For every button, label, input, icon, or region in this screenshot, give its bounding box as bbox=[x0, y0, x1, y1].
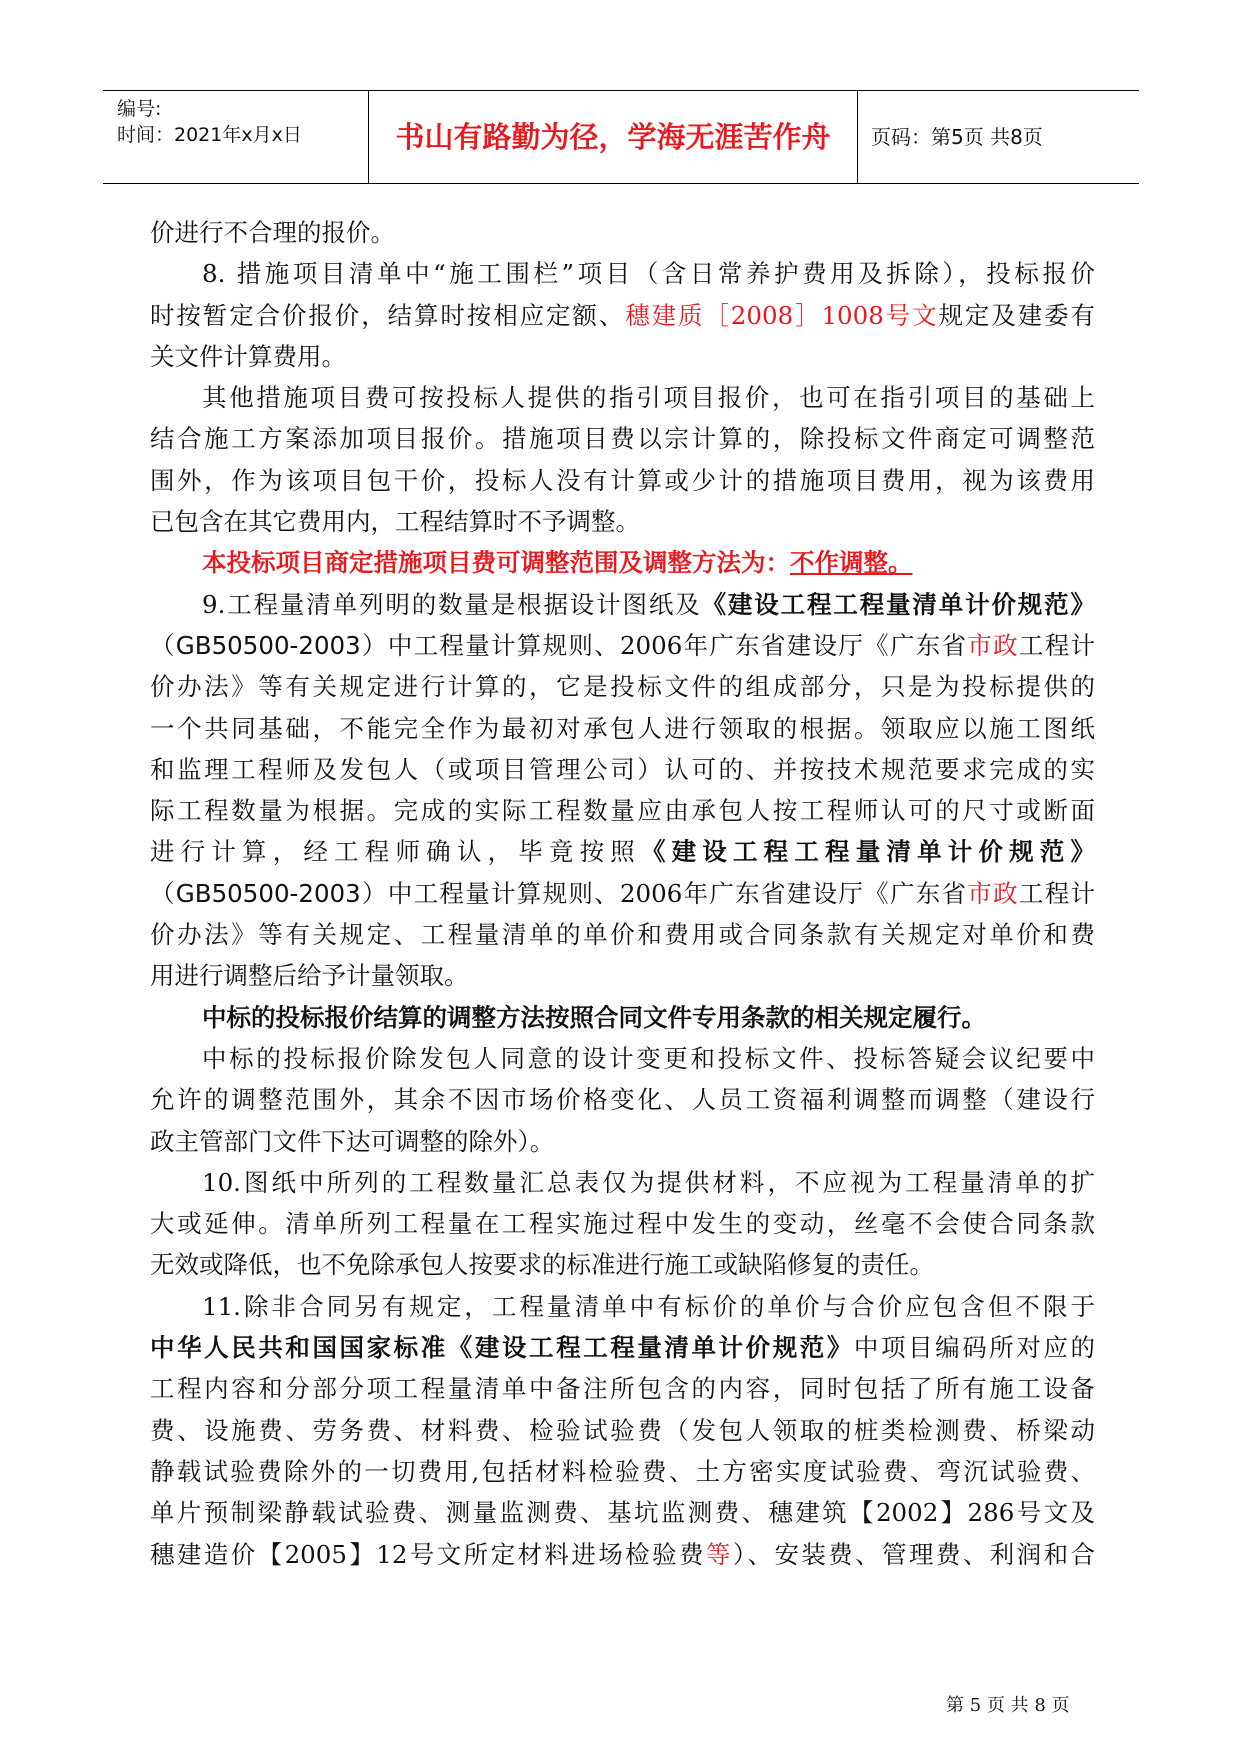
header-info-cell bbox=[103, 91, 369, 183]
text-segment: 9.工程量清单列明的数量是根据设计图纸及 bbox=[202, 589, 702, 619]
text-line: 和监理工程师及发包人（或项目管理公司）认可的、并按技术规范要求完成的实 bbox=[150, 754, 1095, 784]
text-line: 一个共同基础，不能完全作为最初对承包人进行领取的根据。领取应以施工图纸 bbox=[150, 713, 1095, 743]
text-line: 关文件计算费用。 bbox=[150, 341, 346, 371]
text-segment: ）、安装费、管理费、利润和合 bbox=[732, 1539, 1096, 1569]
serial-label: 编号: bbox=[117, 98, 162, 120]
text-segment: 市政 bbox=[967, 878, 1019, 908]
text-line: 用进行调整后给予计量领取。 bbox=[150, 961, 469, 991]
text-segment: 等 bbox=[705, 1539, 733, 1569]
text-segment: ）中工程量计算规则、2006年广东省建设厅《广东省 bbox=[360, 630, 968, 660]
text-line: 8. 措施项目清单中“施工围栏”项目（含日常养护费用及拆除），投标报价 bbox=[202, 259, 1095, 289]
text-segment: （ bbox=[150, 878, 176, 908]
text-line bbox=[150, 1534, 1095, 1575]
header-motto: 书山有路勤为径，学海无涯苦作舟 bbox=[369, 91, 858, 183]
text-line: 价办法》等有关规定进行计算的，它是投标文件的组成部分，只是为投标提供的 bbox=[150, 672, 1095, 702]
text-line bbox=[150, 831, 1095, 872]
text-line bbox=[150, 295, 1095, 336]
text-line: 围外，作为该项目包干价，投标人没有计算或少计的措施项目费用，视为该费用 bbox=[150, 465, 1095, 495]
text-segment: 市政 bbox=[967, 630, 1019, 660]
text-segment: 中标的投标报价结算的调整方法按照合同文件专用条款的相关规定履行。 bbox=[202, 1002, 986, 1032]
page-footer: 第 5 页 共 8 页 bbox=[946, 1695, 1070, 1716]
text-segment: 《建设工程工程量清单计价规范》 bbox=[701, 589, 1096, 619]
text-line: 10.图纸中所列的工程数量汇总表仅为提供材料，不应视为工程量清单的扩 bbox=[202, 1167, 1095, 1197]
text-line: 际工程数量为根据。完成的实际工程数量应由承包人按工程师认可的尺寸或断面 bbox=[150, 796, 1095, 826]
text-line: 费、设施费、劳务费、材料费、检验试验费（发包人领取的桩类检测费、桥梁动 bbox=[150, 1415, 1095, 1445]
text-line bbox=[150, 997, 1095, 1038]
text-line: 单片预制梁静载试验费、测量监测费、基坑监测费、穗建筑【2002】286号文及 bbox=[150, 1498, 1095, 1528]
text-line bbox=[150, 625, 1095, 666]
text-segment: GB50500-2003 bbox=[175, 878, 361, 908]
text-line: 中标的投标报价除发包人同意的设计变更和投标文件、投标答疑会议纪要中 bbox=[202, 1043, 1095, 1073]
text-line: 结合施工方案添加项目报价。措施项目费以宗计算的，除投标文件商定可调整范 bbox=[150, 424, 1095, 454]
text-line: 11.除非合同另有规定，工程量清单中有标价的单价与合价应包含但不限于 bbox=[202, 1291, 1095, 1321]
time-label: 时间：2021年x月x日 bbox=[117, 124, 302, 146]
text-line: 价办法》等有关规定、工程量清单的单价和费用或合同条款有关规定对单价和费 bbox=[150, 920, 1095, 950]
text-line: 工程内容和分部分项工程量清单中备注所包含的内容，同时包括了所有施工设备 bbox=[150, 1374, 1095, 1404]
text-segment: 工程计 bbox=[1018, 630, 1096, 660]
text-line: 大或延伸。清单所列工程量在工程实施过程中发生的变动，丝毫不会使合同条款 bbox=[150, 1209, 1095, 1239]
text-segment: 进行计算，经工程师确认，毕竟按照 bbox=[150, 837, 641, 867]
text-line: 无效或降低，也不免除承包人按要求的标准进行施工或缺陷修复的责任。 bbox=[150, 1250, 934, 1280]
text-line: 价进行不合理的报价。 bbox=[150, 218, 395, 247]
text-line: 静载试验费除外的一切费用,包括材料检验费、土方密实度试验费、弯沉试验费、 bbox=[150, 1456, 1095, 1486]
text-segment: 穗建造价【2005】12号文所定材料进场检验费 bbox=[150, 1539, 706, 1569]
text-segment: ）中工程量计算规则、2006年广东省建设厅《广东省 bbox=[360, 878, 968, 908]
text-line: 政主管部门文件下达可调整的除外）。 bbox=[150, 1126, 555, 1156]
text-line: 允许的调整范围外，其余不因市场价格变化、人员工资福利调整而调整（建设行 bbox=[150, 1085, 1095, 1115]
text-segment: （ bbox=[150, 630, 176, 660]
text-segment: GB50500-2003 bbox=[175, 630, 361, 660]
text-line bbox=[150, 1327, 1095, 1368]
text-segment: 中华人民共和国国家标准《建设工程工程量清单计价规范》 bbox=[150, 1333, 854, 1363]
text-line: 其他措施项目费可按投标人提供的指引项目报价，也可在指引项目的基础上 bbox=[202, 383, 1095, 413]
text-segment: 穗建质［2008］1008号文 bbox=[625, 300, 939, 330]
page-header bbox=[103, 90, 1139, 184]
text-segment: 不作调整。 bbox=[790, 548, 913, 578]
document-body bbox=[150, 212, 1095, 1575]
header-page-code: 页码：第5页 共8页 bbox=[871, 125, 1043, 149]
text-segment: 本投标项目商定措施项目费可调整范围及调整方法为： bbox=[202, 548, 790, 578]
text-line bbox=[150, 584, 1095, 625]
text-line bbox=[150, 873, 1095, 914]
text-segment: 规定及建委有 bbox=[938, 300, 1096, 330]
text-line: 已包含在其它费用内，工程结算时不予调整。 bbox=[150, 507, 640, 537]
text-line bbox=[150, 542, 1095, 583]
text-segment: 《建设工程工程量清单计价规范》 bbox=[640, 837, 1096, 867]
text-segment: 工程计 bbox=[1018, 878, 1096, 908]
text-segment: 时按暂定合价报价，结算时按相应定额、 bbox=[150, 300, 626, 330]
text-segment: 中项目编码所对应的 bbox=[853, 1333, 1096, 1363]
